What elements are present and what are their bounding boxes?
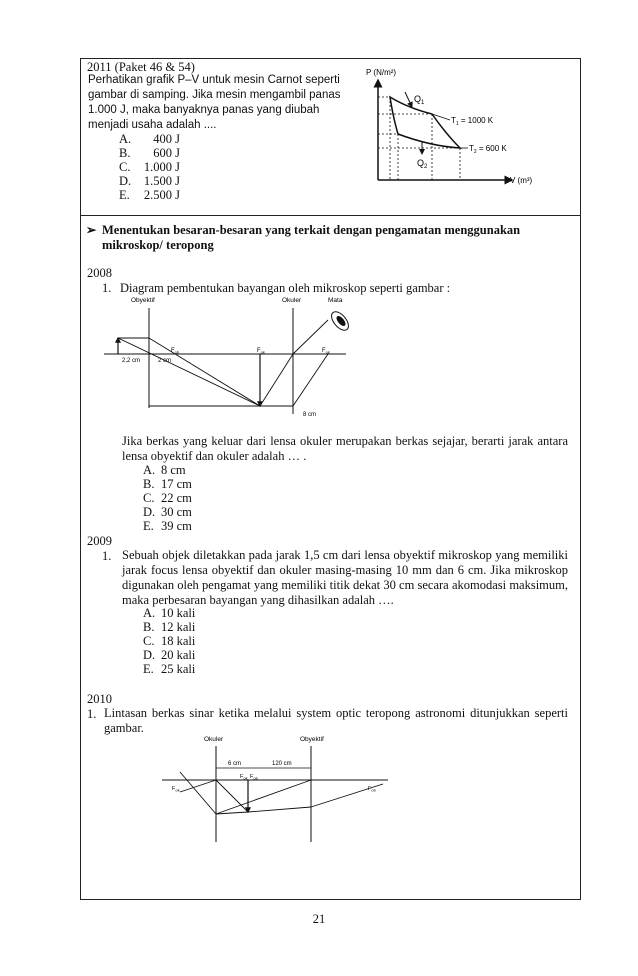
fob-label: $F_{ob}$ [171, 348, 180, 355]
q2009-option-letter: D. [143, 648, 156, 662]
okuler-label: Okuler [204, 736, 224, 743]
q2009-option-letter: C. [143, 634, 155, 648]
distance-label: 2 cm [158, 358, 172, 364]
q2011-line-4: menjadi usaha adalah .... [88, 119, 217, 131]
q2008-option-letter: E. [143, 519, 154, 533]
microscope-diagram [100, 294, 360, 424]
q2011-line-3: 1.000 J, maka banyaknya panas yang diubah [88, 104, 320, 116]
q2011-option-letter: B. [119, 146, 131, 160]
carnot-cycle [390, 97, 460, 148]
ray [180, 772, 216, 814]
q2008-text: Jika berkas yang keluar dari lensa okuler merupakan berkas sejajar, berarti jarak antara lensa obyektif dan okuler adalah … . [122, 434, 568, 463]
fob-right-label: $F_{ob}$ [368, 786, 376, 793]
pv-graph [360, 62, 555, 192]
q2008-option-value: 30 cm [161, 505, 192, 519]
q2009-text: Sebuah objek diletakkan pada jarak 1,5 cm dari lensa obyektif mikroskop yang memiliki jarak focus lensa obyektif dan okuler masing-masing 10 mm dan 6 cm. Jika mikroskop digunakan oleh pengamat yang memiliki titik dekat 30 cm secara akomodasi maksimum, maka perbesaran bayangan yang dihasilkan adalah …. [122, 548, 568, 607]
ray [293, 354, 328, 406]
year-2008: 2008 [87, 266, 112, 280]
fok-label: $F_{ok}$ [240, 774, 248, 781]
q2009-option-value: 18 kali [161, 634, 196, 648]
ray [216, 780, 248, 812]
q2009-option-value: 10 kali [161, 606, 196, 620]
q2-label: $Q_2$ [417, 158, 428, 170]
q2008-option-value: 17 cm [161, 477, 192, 491]
q2008-option-letter: B. [143, 477, 155, 491]
q2011-option-value: 1.500 J [143, 174, 180, 188]
q2010-text: Lintasan berkas sinar ketika melalui system optic teropong astronomi ditunjukkan seperti gambar. [104, 706, 568, 735]
v-axis-label: V (m³) [510, 176, 533, 185]
q2009-option-letter: B. [143, 620, 155, 634]
ray [248, 807, 311, 812]
fok-left-label: $F_{ok}$ [172, 786, 180, 793]
fok-label: $F_{ok}$ [257, 348, 265, 355]
q2008-option-value: 39 cm [161, 519, 192, 533]
q2011-line-1: Perhatikan grafik P–V untuk mesin Carnot seperti [88, 74, 340, 86]
obyektif-label: Obyektif [131, 297, 155, 304]
q2009-option-value: 25 kali [161, 662, 196, 676]
ray [180, 780, 216, 792]
ray [260, 354, 293, 406]
q1-label: $Q_1$ [414, 94, 425, 106]
section-title: Menentukan besaran-besaran yang terkait dengan pengamatan menggunakan [102, 223, 521, 237]
q2009-option-letter: A. [143, 606, 156, 620]
fok-label: $F_{ok}$ [322, 348, 330, 355]
p-axis-label: P (N/m²) [366, 68, 397, 77]
t2-label: $T_2 = 600$ K [469, 144, 507, 155]
q2008-option-letter: A. [143, 463, 156, 477]
mata-label: Mata [328, 297, 343, 304]
okuler-label: Okuler [282, 297, 302, 304]
q2008-option-value: 22 cm [161, 491, 192, 505]
distance-label: 120 cm [272, 761, 292, 767]
q2009-option-letter: E. [143, 662, 154, 676]
distance-label: 8 cm [303, 412, 317, 418]
q2011-option-letter: D. [119, 174, 132, 188]
section-bullet: ➢ [86, 223, 97, 237]
q2008-question: Diagram pembentukan bayangan oleh mikroskop seperti gambar : [120, 281, 451, 295]
q2011-header: 2011 (Paket 46 & 54) [87, 60, 195, 74]
q2008-number: 1. [102, 281, 112, 295]
year-2009: 2009 [87, 534, 112, 548]
q2008-option-letter: D. [143, 505, 156, 519]
ray [149, 338, 260, 406]
q2011-option-letter: A. [119, 132, 132, 146]
fob-label: $F_{ob}$ [250, 774, 258, 781]
obyektif-label: Obyektif [300, 736, 324, 743]
table-divider [80, 215, 581, 216]
telescope-diagram [160, 732, 400, 852]
q2011-option-value: 1.000 J [143, 160, 180, 174]
page-number: 21 [312, 912, 326, 926]
q2011-option-letter: E. [119, 188, 130, 202]
ray [216, 780, 311, 814]
q2009-option-value: 20 kali [161, 648, 196, 662]
q2011-option-value: 600 J [153, 146, 180, 160]
t1-label: $T_1 = 1000$ K [451, 116, 494, 127]
q2011-option-value: 2.500 J [143, 188, 180, 202]
q2009-number: 1. [102, 549, 112, 563]
q2011-option-letter: C. [119, 160, 131, 174]
section-title-cont: mikroskop/ teropong [102, 238, 214, 252]
q2011-line-2: gambar di samping. Jika mesin mengambil panas [88, 89, 341, 101]
ray [311, 784, 383, 807]
distance-label: 6 cm [228, 761, 242, 767]
q2008-option-value: 8 cm [161, 463, 186, 477]
q2010-number: 1. [87, 707, 97, 721]
distance-label: 2,2 cm [122, 358, 141, 364]
q2009-option-value: 12 kali [161, 620, 196, 634]
q2008-option-letter: C. [143, 491, 155, 505]
ray [118, 338, 260, 406]
year-2010: 2010 [87, 692, 112, 706]
q2011-option-value: 400 J [153, 132, 180, 146]
